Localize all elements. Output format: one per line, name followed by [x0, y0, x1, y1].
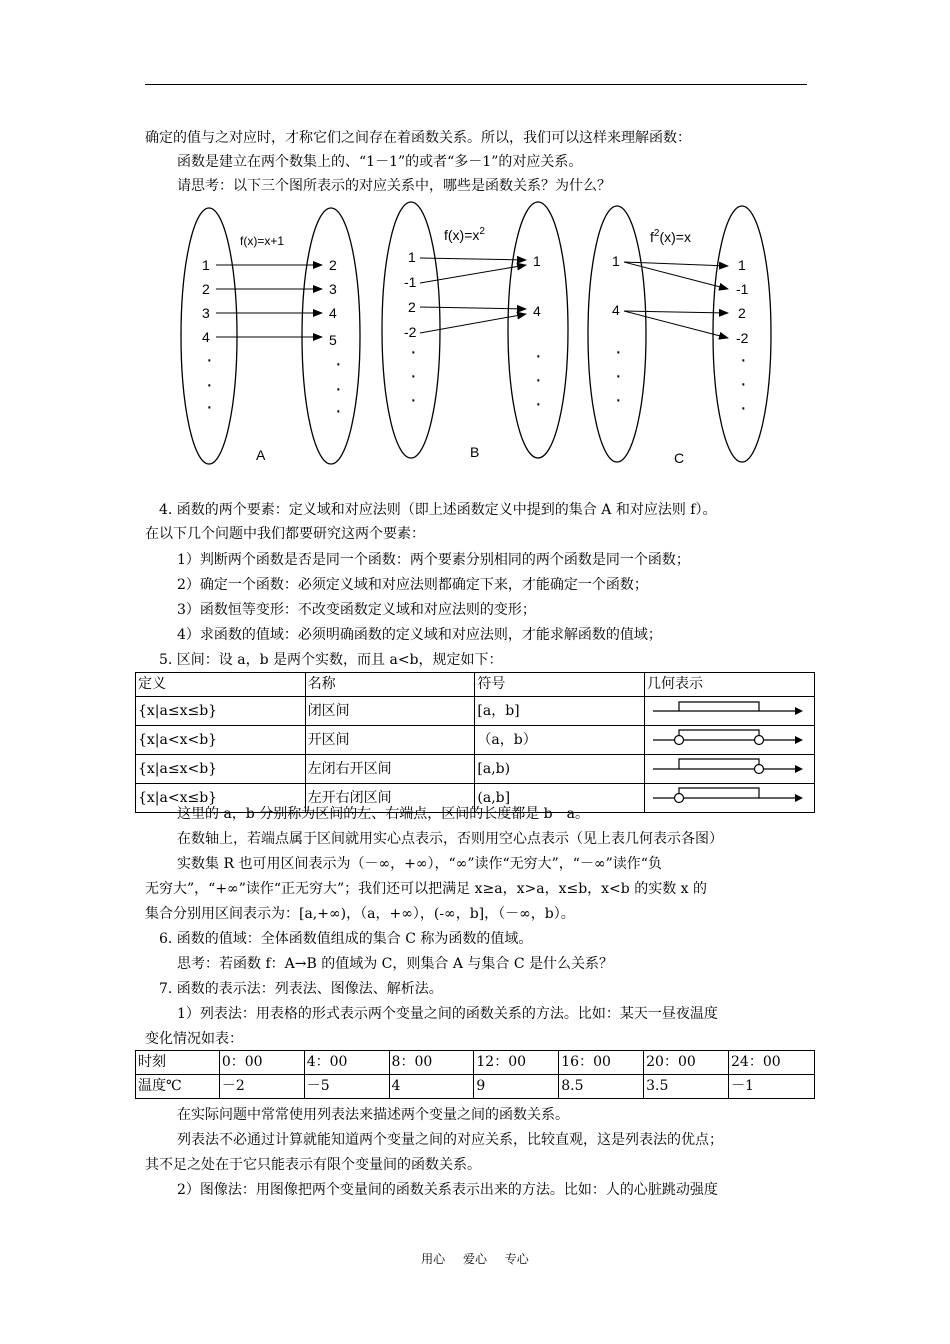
temp-cell: 4	[389, 1075, 474, 1099]
time-cell: 24：00	[729, 1051, 815, 1075]
domain-ellipse	[588, 206, 646, 462]
row-label: 时刻	[136, 1051, 220, 1075]
domain-value: 4	[202, 329, 210, 345]
time-cell: 20：00	[644, 1051, 729, 1075]
mapping-arrow	[624, 311, 728, 313]
codomain-value: -1	[736, 281, 749, 297]
geometry-cell	[645, 726, 815, 755]
paragraph: 1）判断两个函数是否是同一个函数：两个要素分别相同的两个函数是同一个函数；	[177, 552, 690, 568]
diagram-b	[382, 202, 568, 460]
definition-cell: {x|a<x≤b}	[136, 784, 306, 813]
time-cell: 4：00	[304, 1051, 389, 1075]
symbol-cell: [a,b)	[475, 755, 645, 784]
codomain-value: 5	[329, 332, 337, 348]
mapping-arrow	[624, 311, 728, 338]
name-cell: 左开右闭区间	[305, 784, 475, 813]
paragraph: 请思考：以下三个图所表示的对应关系中，哪些是函数关系？为什么？	[177, 178, 611, 194]
ellipsis-dot: ·	[535, 369, 542, 391]
time-cell: 16：00	[559, 1051, 644, 1075]
ellipsis-dot: ·	[335, 378, 342, 400]
paragraph: 列表法不必通过计算就能知道两个变量之间的对应关系，比较直观，这是列表法的优点；	[177, 1132, 723, 1148]
paragraph: 变化情况如表：	[145, 1031, 243, 1047]
definition-cell: {x|a≤x<b}	[136, 755, 306, 784]
paragraph: 2）确定一个函数：必须定义域和对应法则都确定下来，才能确定一个函数；	[177, 577, 648, 593]
interval-table	[135, 672, 815, 813]
ellipsis-dot: ·	[410, 341, 417, 363]
ellipsis-dot: ·	[335, 353, 342, 375]
temp-cell: 9	[474, 1075, 559, 1099]
codomain-value: 1	[533, 253, 541, 269]
codomain-value: 2	[738, 305, 746, 321]
paragraph: 6. 函数的值域：全体函数值组成的集合 C 称为函数的值域。	[159, 931, 533, 947]
paragraph: 无穷大”，“+∞”读作“正无穷大”；我们还可以把满足 x≥a，x>a，x≤b，x<b 的实数 x 的	[145, 881, 707, 897]
paragraph: 在以下几个问题中我们都要研究这两个要素：	[145, 526, 425, 542]
ellipsis-dot: ·	[206, 374, 213, 396]
temp-cell: －5	[304, 1075, 389, 1099]
domain-value: -1	[404, 274, 417, 290]
mapping-arrow	[624, 262, 728, 289]
paragraph: 这里的 a，b 分别称为区间的左、右端点，区间的长度都是 b－a。	[177, 806, 589, 822]
paragraph: 4）求函数的值域：必须明确函数的定义域和对应法则，才能求解函数的值域；	[177, 627, 662, 643]
paragraph: 确定的值与之对应时，才称它们之间存在着函数关系。所以，我们可以这样来理解函数：	[145, 130, 691, 146]
mapping-arrow	[420, 307, 526, 309]
symbol-cell: （a，b）	[475, 726, 645, 755]
domain-value: 2	[202, 281, 210, 297]
paragraph: 思考：若函数 f：A→B 的值域为 C，则集合 A 与集合 C 是什么关系？	[177, 956, 613, 972]
time-cell: 12：00	[474, 1051, 559, 1075]
time-cell: 8：00	[389, 1051, 474, 1075]
temperature-table	[135, 1050, 815, 1099]
symbol-cell: (a,b]	[475, 784, 645, 813]
paragraph: 其不足之处在于它只能表示有限个变量间的函数关系。	[145, 1157, 481, 1173]
paragraph: 4. 函数的两个要素：定义域和对应法则（即上述函数定义中提到的集合 A 和对应法则 f）。	[159, 502, 717, 518]
codomain-value: 3	[329, 281, 337, 297]
paragraph: 2）图像法：用图像把两个变量间的函数关系表示出来的方法。比如：人的心脏跳动强度	[177, 1182, 718, 1198]
diagram-a	[181, 208, 360, 464]
mapping-arrow	[624, 262, 728, 266]
codomain-value: 4	[533, 303, 541, 319]
ellipsis-dot: ·	[410, 389, 417, 411]
ellipsis-dot: ·	[615, 389, 622, 411]
diagram-label: B	[470, 444, 480, 460]
ellipsis-dot: ·	[410, 365, 417, 387]
header-cell: 名称	[305, 673, 475, 697]
ellipsis-dot: ·	[335, 400, 342, 422]
domain-value: 2	[408, 299, 416, 315]
closed-interval-figure	[647, 697, 807, 717]
ellipsis-dot: ·	[740, 349, 747, 371]
ellipsis-dot: ·	[535, 393, 542, 415]
half-open-left-figure	[647, 784, 807, 804]
function-label: $f^2(x)=x$	[650, 228, 691, 245]
name-cell: 闭区间	[305, 697, 475, 726]
page-footer: 用心 爱心 专心	[421, 1252, 529, 1266]
ellipsis-dot: ·	[535, 345, 542, 367]
codomain-value: 4	[329, 305, 337, 321]
temp-cell: 3.5	[644, 1075, 729, 1099]
ellipsis-dot: ·	[740, 397, 747, 419]
time-cell: 0：00	[219, 1051, 304, 1075]
name-cell: 左闭右开区间	[305, 755, 475, 784]
mapping-diagrams	[150, 198, 800, 473]
domain-value: 1	[612, 253, 620, 269]
header-rule	[145, 84, 807, 85]
paragraph: 实数集 R 也可用区间表示为（－∞，+∞），“∞”读作“无穷大”，“－∞”读作“负	[177, 856, 662, 872]
ellipsis-dot: ·	[615, 365, 622, 387]
table-row	[136, 1075, 815, 1099]
paragraph: 3）函数恒等变形：不改变函数定义域和对应法则的变形；	[177, 602, 536, 618]
header-cell: 几何表示	[645, 673, 815, 697]
row-label: 温度℃	[136, 1075, 220, 1099]
header-cell: 定义	[136, 673, 306, 697]
codomain-value: -2	[736, 330, 749, 346]
ellipsis-dot: ·	[206, 396, 213, 418]
header-cell: 符号	[475, 673, 645, 697]
paragraph: 1）列表法：用表格的形式表示两个变量之间的函数关系的方法。比如：某天一昼夜温度	[177, 1006, 718, 1022]
temp-cell: 8.5	[559, 1075, 644, 1099]
paragraph: 5. 区间：设 a，b 是两个实数，而且 a<b，规定如下：	[159, 652, 503, 668]
diagram-c	[588, 206, 771, 466]
table-header-row	[136, 673, 815, 697]
ellipsis-dot: ·	[740, 373, 747, 395]
temp-cell: －1	[729, 1075, 815, 1099]
geometry-cell	[645, 697, 815, 726]
open-interval-figure	[647, 726, 807, 746]
ellipsis-dot: ·	[206, 349, 213, 371]
paragraph: 函数是建立在两个数集上的、“1－1”的或者“多－1”的对应关系。	[177, 154, 583, 170]
codomain-value: 2	[329, 257, 337, 273]
function-label: f(x)=x+1	[240, 234, 285, 248]
domain-value: -2	[404, 324, 417, 340]
codomain-value: 1	[738, 257, 746, 273]
function-label: $f(x)=x^2$	[444, 226, 485, 243]
half-open-right-figure	[647, 755, 807, 775]
table-row	[136, 697, 815, 726]
symbol-cell: [a，b]	[475, 697, 645, 726]
paragraph: 7. 函数的表示法：列表法、图像法、解析法。	[159, 981, 443, 997]
domain-value: 3	[202, 305, 210, 321]
paragraph: 在实际问题中常常使用列表法来描述两个变量之间的函数关系。	[177, 1107, 569, 1123]
table-row	[136, 1051, 815, 1075]
geometry-cell	[645, 755, 815, 784]
codomain-ellipse	[508, 202, 568, 458]
ellipsis-dot: ·	[615, 341, 622, 363]
temp-cell: －2	[219, 1075, 304, 1099]
mapping-arrow	[420, 314, 526, 333]
paragraph: 集合分别用区间表示为：[a,+∞)，（a，+∞），(-∞，b]，（－∞，b）。	[145, 906, 575, 922]
definition-cell: {x|a≤x≤b}	[136, 697, 306, 726]
domain-value: 4	[612, 302, 620, 318]
diagram-label: A	[256, 447, 266, 463]
definition-cell: {x|a<x<b}	[136, 726, 306, 755]
diagram-label: C	[674, 450, 685, 466]
paragraph: 在数轴上，若端点属于区间就用实心点表示，否则用空心点表示（见上表几何表示各图）	[177, 831, 723, 847]
table-row	[136, 755, 815, 784]
name-cell: 开区间	[305, 726, 475, 755]
domain-value: 1	[202, 257, 210, 273]
table-row	[136, 726, 815, 755]
domain-value: 1	[408, 249, 416, 265]
